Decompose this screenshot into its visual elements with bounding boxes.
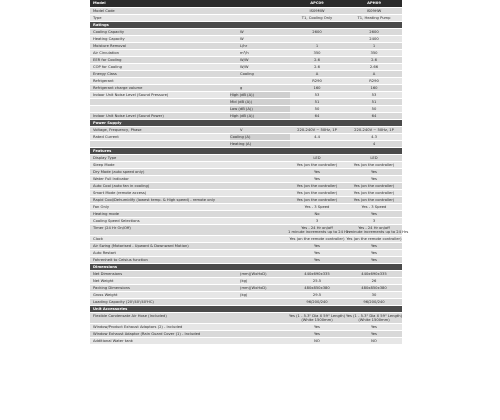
spec-row bbox=[90, 271, 402, 278]
spec-label: Type bbox=[93, 16, 102, 20]
spec-row bbox=[90, 36, 402, 43]
spec-row bbox=[90, 57, 402, 64]
section-title: Features bbox=[93, 149, 112, 153]
spec-value-model-2: 51 bbox=[371, 100, 377, 104]
spec-value-model-2: 440x690x335 bbox=[361, 272, 387, 276]
spec-unit: L/hr bbox=[240, 44, 248, 48]
spec-label: Smart Mode (remote access) bbox=[93, 191, 147, 195]
spec-unit: W bbox=[240, 30, 244, 34]
spec-row bbox=[90, 141, 402, 148]
spec-value-model-2: Yes bbox=[371, 170, 377, 174]
spec-label: Cooling Capacity bbox=[93, 30, 125, 34]
spec-sublabel: Low (dB (A)) bbox=[230, 107, 253, 111]
spec-value-model-2: 30 bbox=[371, 293, 377, 297]
spec-row bbox=[90, 43, 402, 50]
spec-unit: W/W bbox=[240, 58, 249, 62]
spec-sublabel: High (dB (A)) bbox=[230, 114, 254, 118]
spec-value-model-2: 220-240V ~ 50Hz, 1P bbox=[354, 128, 394, 132]
spec-row bbox=[90, 218, 402, 225]
spec-row bbox=[90, 127, 402, 134]
spec-row bbox=[90, 176, 402, 183]
spec-value-model-2: A bbox=[372, 72, 376, 76]
spec-value-model-2: Yes bbox=[371, 251, 377, 255]
spec-value-model-2: Yes bbox=[371, 258, 377, 262]
section-header bbox=[90, 148, 402, 155]
spec-row bbox=[90, 285, 402, 292]
header-model-2: APH09 bbox=[367, 1, 381, 5]
spec-row bbox=[90, 71, 402, 78]
spec-row bbox=[90, 257, 402, 264]
spec-row bbox=[90, 278, 402, 285]
spec-label: Cooling Speed Selections bbox=[93, 219, 140, 223]
spec-value-model-2: 26 bbox=[371, 279, 377, 283]
section-header bbox=[90, 306, 402, 313]
spec-label: Sleep Mode bbox=[93, 163, 115, 167]
spec-value-model-2: 2.66 bbox=[369, 65, 379, 69]
section-header bbox=[90, 264, 402, 271]
spec-row bbox=[90, 331, 402, 338]
spec-value-model-1: 160 bbox=[313, 86, 321, 90]
spec-value-model-1: 2.6 bbox=[314, 65, 320, 69]
spec-value-model-2: Yes bbox=[371, 212, 377, 216]
spec-value-model-2: Yes (on the controller) bbox=[353, 198, 395, 202]
spec-sublabel: Mid (dB (A)) bbox=[230, 100, 253, 104]
spec-label: Packing Dimensions bbox=[93, 286, 130, 290]
spec-value-model-1: 440x690x335 bbox=[304, 272, 330, 276]
spec-value-model-2: Yes (on the controller) bbox=[353, 163, 395, 167]
spec-unit: m³/h bbox=[240, 51, 249, 55]
spec-label: Dry Mode (auto speed only) bbox=[93, 170, 145, 174]
spec-value-model-1: Yes (on the controller) bbox=[296, 184, 338, 188]
spec-value-model-2: T1, Heating Pump bbox=[357, 16, 391, 20]
spec-value-model-2: 2600 bbox=[369, 30, 379, 34]
spec-row bbox=[90, 8, 402, 15]
spec-value-model-2: 4.3 bbox=[371, 135, 377, 139]
spec-value-model-2: 2400 bbox=[369, 37, 379, 41]
spec-value-model-2: Yes (on the controller) bbox=[353, 184, 395, 188]
spec-unit: W bbox=[240, 37, 244, 41]
spec-row bbox=[90, 211, 402, 218]
spec-value-model-1: Yes (on the remote controller) bbox=[289, 237, 345, 241]
spec-sublabel: Cooling (A) bbox=[230, 135, 251, 139]
spec-value-model-1: 64 bbox=[314, 114, 320, 118]
spec-row bbox=[90, 106, 402, 113]
spec-value-model-1: A bbox=[315, 72, 319, 76]
spec-label: Window Exhaust Adaptor (Rain Guard Cover (1) - Included bbox=[93, 332, 201, 336]
spec-row bbox=[90, 190, 402, 197]
spec-value-model-1: 2600 bbox=[312, 30, 322, 34]
spec-value-model-1: 4.4 bbox=[314, 135, 320, 139]
spec-row bbox=[90, 162, 402, 169]
spec-value-model-1: Yes bbox=[314, 332, 320, 336]
spec-label: Clock bbox=[93, 237, 104, 241]
spec-value-model-1: 96/200/240 bbox=[306, 300, 328, 304]
spec-value-model-1: 50 bbox=[314, 107, 320, 111]
spec-value-model-1: 51 bbox=[314, 100, 320, 104]
spec-value-model-2: 3 bbox=[372, 219, 376, 223]
spec-sublabel: High (dB (A)) bbox=[230, 93, 254, 97]
spec-value-model-2: Yes bbox=[371, 177, 377, 181]
spec-label: Heating Capacity bbox=[93, 37, 125, 41]
spec-row bbox=[90, 29, 402, 36]
spec-label: Water Full Indicator bbox=[93, 177, 129, 181]
spec-value-model-2: 64 bbox=[371, 114, 377, 118]
spec-row bbox=[90, 99, 402, 106]
spec-value-model-1: Yes (on the controller) bbox=[296, 191, 338, 195]
spec-value-model-1: Yes (on the controller) bbox=[296, 163, 338, 167]
section-title: Unit Accessories bbox=[93, 307, 128, 311]
spec-row bbox=[90, 225, 409, 236]
spec-value-model-2: LED bbox=[370, 156, 378, 160]
spec-row bbox=[90, 92, 402, 99]
spec-row bbox=[90, 250, 402, 257]
spec-value-model-1: Yes (on the controller) bbox=[296, 198, 338, 202]
spec-label: Indoor Unit Noise Level (Sound Power) bbox=[93, 114, 164, 118]
spec-label: Indoor Unit Noise Level (Sound Pressure) bbox=[93, 93, 169, 97]
spec-label: Refrigerant bbox=[93, 79, 114, 83]
spec-value-model-1: 1 bbox=[315, 44, 319, 48]
spec-value-model-1: Yes bbox=[314, 244, 320, 248]
spec-value-model-2: R290 bbox=[369, 79, 379, 83]
spec-value-model-1: 3 bbox=[315, 219, 319, 223]
spec-unit: W/W bbox=[240, 65, 249, 69]
spec-value-model-1: Yes bbox=[314, 170, 320, 174]
spec-label: Window/Product Exhaust Adaptors (2) - Included bbox=[93, 325, 183, 329]
spec-value-model-1: 29.5 bbox=[312, 293, 322, 297]
spec-label: Additional Water tank bbox=[93, 339, 133, 343]
spec-value-model-1: 53 bbox=[314, 93, 320, 97]
spec-value-model-2: 480x850x380 bbox=[361, 286, 387, 290]
spec-row bbox=[90, 64, 402, 71]
spec-unit: V bbox=[240, 128, 243, 132]
spec-row bbox=[90, 85, 402, 92]
spec-value-model-2: 1 bbox=[372, 44, 376, 48]
spec-value-model-2: Yes bbox=[371, 325, 377, 329]
spec-unit: Cooling bbox=[240, 72, 254, 76]
spec-row bbox=[90, 243, 402, 250]
spec-value-model-2: Yes (on the controller) bbox=[353, 191, 395, 195]
spec-value-model-1: LED bbox=[313, 156, 321, 160]
spec-value-model-2: 53 bbox=[371, 93, 377, 97]
spec-label: Fan Only bbox=[93, 205, 109, 209]
spec-value-model-1: R290 bbox=[312, 79, 322, 83]
spec-label: Moisture Removal bbox=[93, 44, 127, 48]
spec-value-model-2: Yes (on the remote controller) bbox=[346, 237, 402, 241]
spec-value-model-2: 2.6 bbox=[371, 58, 377, 62]
spec-unit: g bbox=[240, 86, 243, 90]
table-header bbox=[90, 0, 402, 8]
spec-label: Rapid Cool/Dehumidify (lowest temp. & High speed) - remote only bbox=[93, 198, 216, 202]
spec-label: EER for Cooling bbox=[93, 58, 122, 62]
spec-row bbox=[90, 197, 402, 204]
spec-value-model-1: 350 bbox=[313, 51, 321, 55]
spec-value-model-2: Yes - 24 Hr on/off 1 minute increments up to 24 Hrs bbox=[346, 226, 409, 235]
spec-label: Flexible Condensate Air Hose (Included) bbox=[93, 314, 167, 318]
spec-label: Air Swing (Motorised - Upward & Downward Motion) bbox=[93, 244, 189, 248]
spec-label: Loading Capacity (20'/40'/40'HC) bbox=[93, 300, 154, 304]
spec-value-model-1: 220-240V ~ 50Hz, 1P bbox=[297, 128, 337, 132]
spec-value-model-2: 50 bbox=[371, 107, 377, 111]
section-title: Ratings bbox=[93, 23, 109, 27]
spec-row bbox=[90, 113, 402, 120]
spec-value-model-1: IS09MW bbox=[309, 9, 325, 13]
spec-value-model-2: Yes bbox=[371, 332, 377, 336]
spec-label: Voltage, Frequency, Phase bbox=[93, 128, 142, 132]
spec-value-model-1: Yes bbox=[314, 177, 320, 181]
spec-value-model-2: 160 bbox=[370, 86, 378, 90]
spec-value-model-2: Yes (1 - 5.3" Dia X 59" Length) (White 1500mm) bbox=[346, 314, 403, 323]
section-header bbox=[90, 22, 402, 29]
spec-label: Air Circulation bbox=[93, 51, 119, 55]
section-header bbox=[90, 120, 402, 127]
spec-row bbox=[90, 134, 402, 141]
spec-value-model-1: Yes bbox=[314, 325, 320, 329]
spec-value-model-1: Yes bbox=[314, 258, 320, 262]
spec-value-model-1: Yes bbox=[314, 251, 320, 255]
spec-row bbox=[90, 313, 402, 324]
spec-value-model-2: 350 bbox=[370, 51, 378, 55]
spec-label: Model Code bbox=[93, 9, 115, 13]
spec-row bbox=[90, 183, 402, 190]
spec-label: COP for Cooling bbox=[93, 65, 122, 69]
section-title: Dimensions bbox=[93, 265, 118, 269]
spec-label: Gross Weight bbox=[93, 293, 118, 297]
spec-value-model-1: Yes - 24 Hr on/off 1 minute increments up to 24 Hrs bbox=[288, 226, 351, 235]
spec-value-model-1: Yes (1 - 5.3" Dia X 59" Length) (White 1500mm) bbox=[288, 314, 346, 323]
spec-value-model-1: 2.6 bbox=[314, 58, 320, 62]
spec-label: Rated Current bbox=[93, 135, 119, 139]
spec-row bbox=[90, 338, 402, 345]
spec-unit: (kg) bbox=[240, 279, 248, 283]
spec-value-model-2: Yes - 3 Speed bbox=[361, 205, 387, 209]
spec-row bbox=[90, 236, 402, 243]
spec-row bbox=[90, 299, 402, 306]
spec-label: Auto Restart bbox=[93, 251, 116, 255]
spec-unit: (kg) bbox=[240, 293, 248, 297]
spec-sheet bbox=[90, 0, 409, 345]
spec-label: Display Type bbox=[93, 156, 117, 160]
spec-sublabel: Heating (A) bbox=[230, 142, 252, 146]
spec-row bbox=[90, 292, 402, 299]
spec-value-model-1: 480x850x380 bbox=[304, 286, 330, 290]
spec-value-model-2: 96/200/240 bbox=[363, 300, 385, 304]
spec-row bbox=[90, 50, 402, 57]
spec-label: Net Dimensions bbox=[93, 272, 123, 276]
spec-value-model-1: T1, Cooling Only bbox=[301, 16, 333, 20]
spec-value-model-1: NO bbox=[314, 339, 320, 343]
spec-label: Heating mode bbox=[93, 212, 120, 216]
spec-value-model-2: 4 bbox=[372, 142, 376, 146]
spec-value-model-1: No bbox=[314, 212, 320, 216]
section-title: Power Supply bbox=[93, 121, 122, 125]
header-label: Model bbox=[93, 1, 106, 5]
spec-unit: (mm)(WxHxD) bbox=[240, 272, 267, 276]
spec-row bbox=[90, 169, 402, 176]
spec-value-model-2: NO bbox=[371, 339, 377, 343]
spec-label: Energy Class bbox=[93, 72, 117, 76]
spec-row bbox=[90, 78, 402, 85]
spec-value-model-2: Yes bbox=[371, 244, 377, 248]
spec-row bbox=[90, 155, 402, 162]
spec-label: Auto Cool (auto fan in cooling) bbox=[93, 184, 150, 188]
spec-unit: (mm)(WxHxD) bbox=[240, 286, 267, 290]
spec-label: Net Weight bbox=[93, 279, 114, 283]
spec-value-model-1: 25.5 bbox=[312, 279, 322, 283]
spec-label: Timer (24 Hr On/Off) bbox=[93, 226, 131, 230]
spec-label: Fahrenheit to Celsius function bbox=[93, 258, 148, 262]
spec-row bbox=[90, 324, 402, 331]
spec-value-model-2: IS09HW bbox=[366, 9, 382, 13]
spec-row bbox=[90, 15, 402, 22]
spec-value-model-1: Yes - 3 Speed bbox=[304, 205, 330, 209]
header-model-1: APC09 bbox=[310, 1, 324, 5]
spec-row bbox=[90, 204, 402, 211]
spec-label: Refrigerant charge volume bbox=[93, 86, 143, 90]
